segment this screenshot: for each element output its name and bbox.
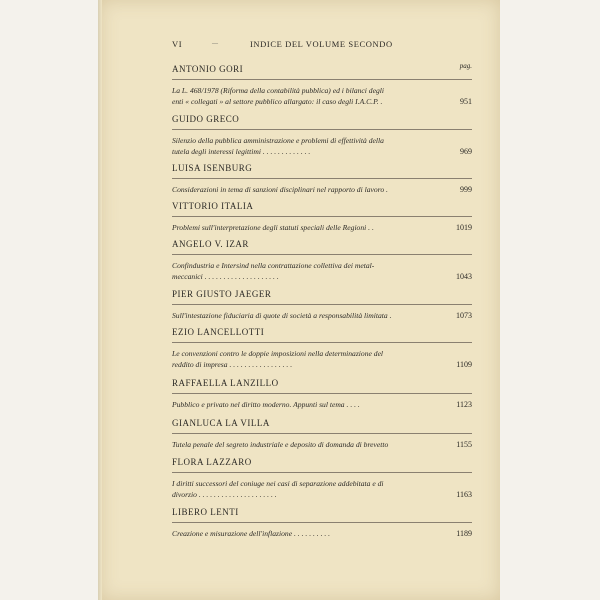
entry-page-number: 1155 [456,440,472,449]
entry-title [172,478,472,500]
index-entry [172,161,472,195]
pag-label: pag. [459,62,472,70]
entry-author: PIER GIUSTO JAEGER [172,287,472,305]
leader-dots: . . . . . . . . . . . . . [262,147,311,156]
entry-page-number: 1073 [456,311,472,320]
leader-dots: . . [368,223,374,232]
entry-title [172,399,472,410]
entry-title [172,184,472,195]
entry-title [172,135,472,157]
entry-title-line: meccanici . . . . . . . . . . . . . . . . . . . . [172,272,279,281]
index-entry [172,455,472,500]
entry-author: EZIO LANCELLOTTI [172,325,472,343]
entry-title-line: reddito di impresa . . . . . . . . . . . . . . . . . [172,360,293,369]
entry-author: RAFFAELLA LANZILLO [172,376,472,394]
running-header [172,39,472,53]
index-entry [172,416,472,450]
page-folio: VI [172,39,183,49]
entry-title-line: I diritti successori del coniuge nei casi di separazione addebitata e di [172,479,384,488]
entry-title-line: Le convenzioni contro le doppie imposizioni nella determinazione del [172,349,384,358]
entry-title [172,85,472,107]
index-entry [172,112,472,157]
leader-dots: . . . . . . . . . . . . . . . . . [229,360,293,369]
entry-page-number: 1123 [456,400,472,409]
entry-title-line: tutela degli interessi legittimi . . . . . . . . . . . . . [172,147,311,156]
entry-title [172,348,472,370]
header-mark: — [212,41,219,47]
index-entry [172,287,472,321]
entry-title-line: Pubblico e privato nel diritto moderno. Appunti sul tema . . . . [172,400,360,409]
entry-page-number: 1019 [456,223,472,232]
leader-dots: . [389,311,392,320]
entry-title-line: enti « collegati » al settore pubblico allargato: il caso degli I.A.C.P. . [172,97,383,106]
entry-page-number: 1043 [456,272,472,281]
leader-dots: . . . . . . . . . . . . . . . . . . . . . [198,490,277,499]
entry-author: FLORA LAZZARO [172,455,472,473]
entry-title [172,528,472,539]
entry-page-number: 969 [460,147,472,156]
entry-title [172,260,472,282]
entry-author: ANGELO V. IZAR [172,237,472,255]
entry-title-line: Sull'intestazione fiduciaria di quote di società a responsabilità limitata . [172,311,392,320]
index-entry [172,376,472,410]
entry-title-line: La L. 468/1978 (Riforma della contabilità pubblica) ed i bilanci degli [172,86,384,95]
leader-dots: . . . . [346,400,360,409]
page-edge [98,0,102,600]
entry-title-line: Confindustria e Intersind nella contrattazione collettiva dei metal- [172,261,375,270]
index-entry [172,62,472,107]
entry-author: GUIDO GRECO [172,112,472,130]
entry-page-number: 951 [460,97,472,106]
entry-title-line: Creazione e misurazione dell'inflazione . . . . . . . . . . [172,529,331,538]
entry-title [172,222,472,233]
entry-title-line: divorzio . . . . . . . . . . . . . . . . . . . . . [172,490,277,499]
entry-page-number: 1163 [456,490,472,499]
entry-page-number: 1189 [456,529,472,538]
leader-dots: . . . . . . . . . . [294,529,331,538]
entry-author: GIANLUCA LA VILLA [172,416,472,434]
entry-title-line: Silenzio della pubblica amministrazione e problemi di effettività della [172,136,384,145]
index-entry [172,199,472,233]
index-entry [172,237,472,282]
leader-dots: . . . . . . . . . . . . . . . . . . . . [204,272,279,281]
entry-title [172,439,472,450]
entry-author: ANTONIO GORI [172,62,472,80]
entry-page-number: 1109 [456,360,472,369]
entry-title-line: Considerazioni in tema di sanzioni disciplinari nel rapporto di lavoro . [172,185,388,194]
leader-dots: . [380,97,383,106]
entry-title-line: Problemi sull'interpretazione degli statuti speciali delle Regioni . . [172,223,374,232]
entry-author: LUISA ISENBURG [172,161,472,179]
entry-author: VITTORIO ITALIA [172,199,472,217]
entry-title [172,310,472,321]
entry-title-line: Tutela penale del segreto industriale e deposito di domanda di brevetto [172,440,389,449]
leader-dots: . [386,185,388,194]
volume-index-title: INDICE DEL VOLUME SECONDO [250,39,393,49]
index-entry [172,325,472,370]
entry-author: LIBERO LENTI [172,505,472,523]
entry-page-number: 999 [460,185,472,194]
index-entry [172,505,472,539]
